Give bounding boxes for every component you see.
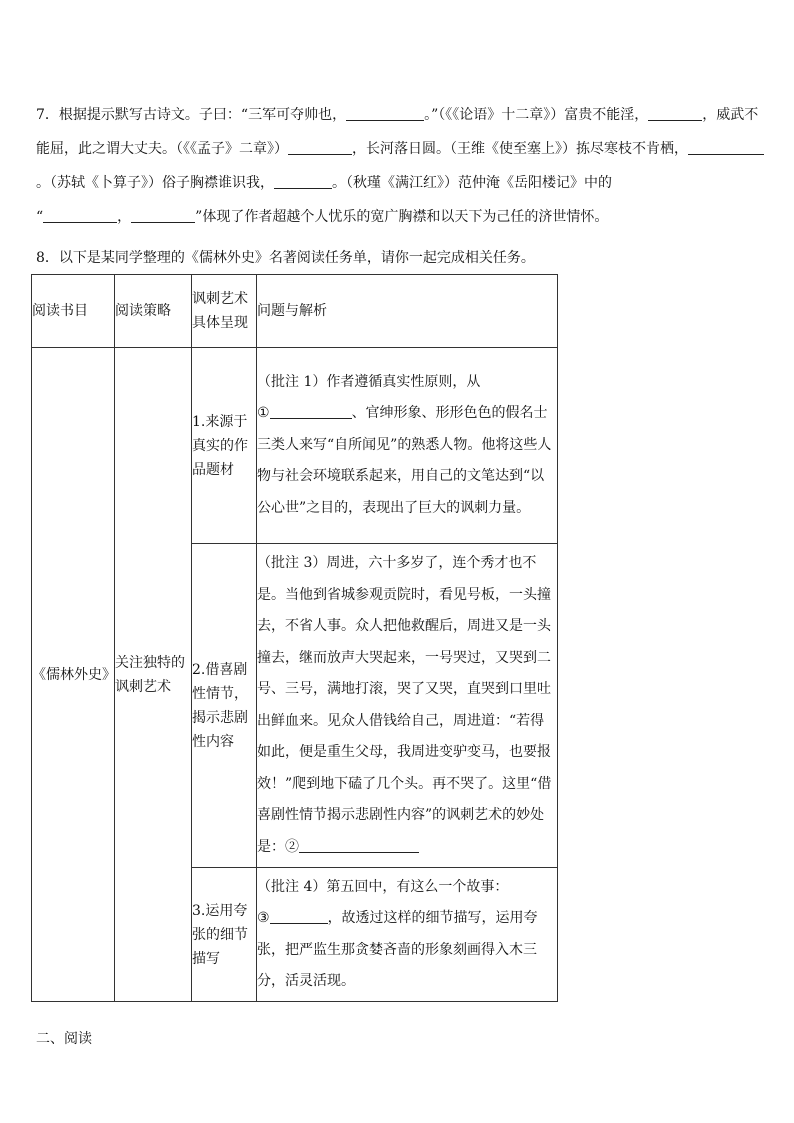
blank-line <box>131 208 195 223</box>
art-cell: 1.来源于真实的作品题材 <box>192 348 257 544</box>
section-heading: 二、阅读 <box>36 1031 92 1047</box>
header-cell: 问题与解析 <box>257 275 558 348</box>
strategy-cell: 关注独特的讽刺艺术 <box>115 348 192 1002</box>
blank-line <box>288 140 352 155</box>
blank-line <box>270 404 352 419</box>
header-cell: 阅读策略 <box>115 275 192 348</box>
table-header-row <box>32 275 558 348</box>
reading-task-table <box>31 274 558 1002</box>
blank-line <box>274 174 332 189</box>
blank-line <box>270 909 328 924</box>
analysis-cell: （批注 3）周进，六十多岁了，连个秀才也不是。当他到省城参观贡院时，看见号板，一头撞去，不省人事。众人把他救醒后，周进又是一头撞去，继而放声大哭起来，一号哭过，又哭到二号、三号，满地打滚，哭了又哭，直哭到口里吐出鲜血来。见众人借钱给自己，周进道：“若得如此，便是重生父母，我周进变驴变马，也要报效！”爬到地下磕了几个头。再不哭了。这里“借喜剧性情节揭示悲剧性内容”的讽刺艺术的妙处是：② <box>257 544 558 868</box>
analysis-cell: （批注 1）作者遵循真实性原则，从 ① 、官绅形象、形形色色的假名士三类人来写“自所闻见”的熟悉人物。他将这些人物与社会环境联系起来，用自己的文笔达到“以公心世”之目的，表现出了巨大的讽刺力量。 <box>257 348 558 544</box>
blank-line <box>346 106 424 121</box>
header-cell: 阅读书目 <box>32 275 115 348</box>
question-8-intro: 8．以下是某同学整理的《儒林外史》名著阅读任务单，请你一起完成相关任务。 <box>36 250 535 266</box>
question-7: 7．根据提示默写古诗文。子曰：“三军可夺帅也， 。”（《《论语》十二章》）富贵不能淫， ，威武不能屈，此之谓大丈夫。（《《孟子》二章》） ，长河落日圆。（王维《使至塞上》）拣尽寒枝不肯栖，。（苏轼《卜算子》）俗子胸襟谁识我， 。（秋瑾《满江红》）范仲淹《岳阳楼记》中的 “ ， ”体现了作者超越个人忧乐的宽广胸襟和以天下为己任的济世情怀。 <box>36 98 764 234</box>
art-cell: 2.借喜剧性情节，揭示悲剧性内容 <box>192 544 257 868</box>
blank-line <box>43 208 117 223</box>
table-row <box>32 348 558 544</box>
blank-line <box>299 838 419 853</box>
analysis-cell: （批注 4）第五回中，有这么一个故事： ③ ，故透过这样的细节描写，运用夸张，把严监生那贪婪吝啬的形象刻画得入木三分，活灵活现。 <box>257 868 558 1002</box>
blank-line <box>688 140 764 155</box>
blank-line <box>648 106 702 121</box>
header-cell: 讽刺艺术具体呈现 <box>192 275 257 348</box>
book-title-cell: 《儒林外史》 <box>32 348 115 1002</box>
art-cell: 3.运用夸张的细节描写 <box>192 868 257 1002</box>
